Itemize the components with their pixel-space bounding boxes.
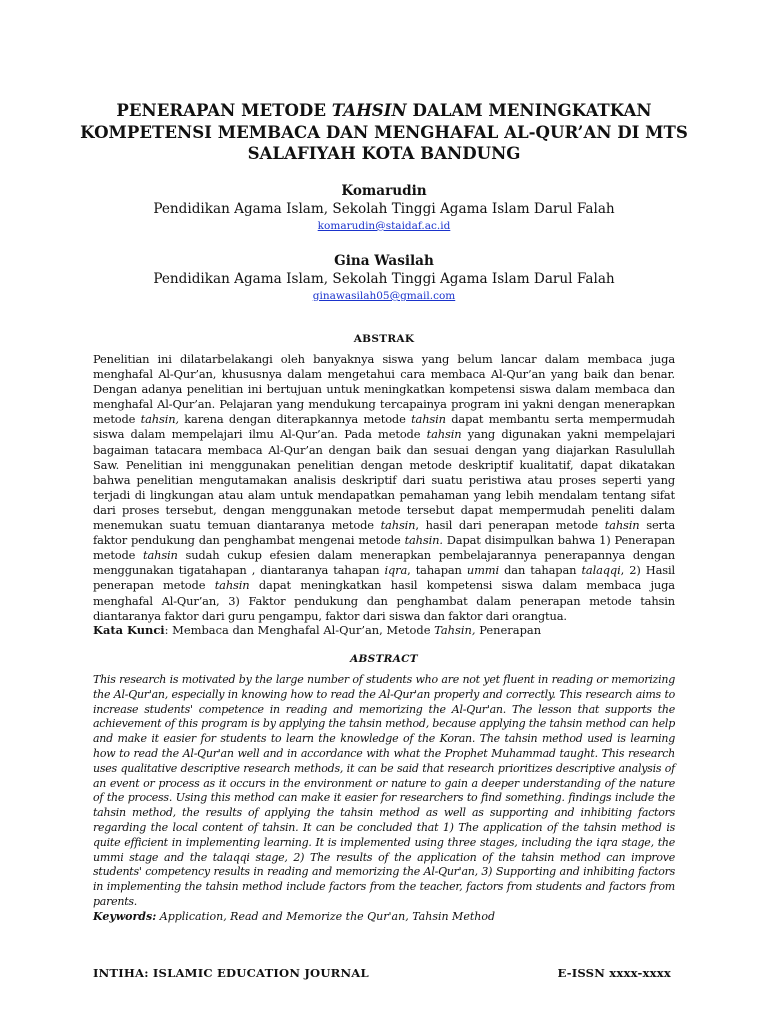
paper-title bbox=[80, 100, 688, 165]
author-block-2 bbox=[60, 253, 708, 303]
title-text-2: DALAM MENINGKATKAN KOMPETENSI MEMBACA DAN MENGHAFAL AL-QUR’AN DI MTS SALAFIYAH KOTA BANDUNG bbox=[80, 100, 688, 163]
abstrak-heading: ABSTRAK bbox=[353, 333, 415, 345]
abstrak-body: Penelitian ini dilatarbelakangi oleh banyaknya siswa yang belum lancar dalam membaca juga menghafal Al-Qur’an, khususnya dalam mengetahui cara membaca Al-Qur’an yang baik dan benar. Dengan adanya penelitian ini bertujuan untuk meningkatkan kompetensi siswa dalam membaca dan menghafal Al-Qur’an. Pelajaran yang mendukung tercapainya program ini yakni dengan menerapkan metode tahsin, karena dengan diterapkannya metode tahsin dapat membantu serta mempermudah siswa dalam mempelajari ilmu Al-Qur’an. Pada metode tahsin yang digunakan yakni mempelajari bagaiman tatacara membaca Al-Qur’an dengan baik dan sesuai dengan yang diajarkan Rasulullah Saw. Penelitian ini menggunakan penelitian dengan metode deskriptif kualitatif, dapat dikatakan bahwa penelitian mengutamakan analisis deskriptif dari suatu peristiwa atau proses seperti yang terjadi di lingkungan atau alam untuk mendapatkan pemahaman yang lebih mendalam tentang sifat dari proses tersebut, dengan menggunakan metode tersebut dapat mempermudah peneliti dalam menemukan suatu temuan diantaranya metode tahsin, hasil dari penerapan metode tahsin serta faktor pendukung dan penghambat mengenai metode tahsin. Dapat disimpulkan bahwa 1) Penerapan metode tahsin sudah cukup efesien dalam menerapkan pembelajarannya penerapannya dengan menggunakan tigatahapan , diantaranya tahapan iqra, tahapan ummi dan tahapan talaqqi, 2) Hasil penerapan metode tahsin dapat meningkatkan hasil kompetensi siswa dalam membaca juga menghafal Al-Qur’an, 3) Faktor pendukung dan penghambat dalam penerapan metode tahsin diantaranya faktor dari guru pengampu, faktor dari siswa dan faktor dari orangtua. bbox=[93, 352, 676, 623]
footer-journal-name: INTIHA: ISLAMIC EDUCATION JOURNAL bbox=[93, 966, 369, 980]
author-email-link[interactable]: komarudin@staidaf.ac.id bbox=[317, 220, 451, 232]
abstract-heading: ABSTRACT bbox=[350, 653, 418, 665]
keywords: Keywords: Application, Read and Memorize the Qur'an, Tahsin Method bbox=[93, 910, 495, 923]
kata-kunci: Kata Kunci: Membaca dan Menghafal Al-Qur’an, Metode Tahsin, Penerapan bbox=[93, 623, 542, 637]
author-block-1 bbox=[60, 183, 708, 233]
title-italic: TAHSIN bbox=[331, 100, 407, 120]
footer-issn: E-ISSN xxxx-xxxx bbox=[557, 966, 671, 980]
author-affiliation: Pendidikan Agama Islam, Sekolah Tinggi Agama Islam Darul Falah bbox=[153, 271, 615, 287]
author-name: Komarudin bbox=[341, 183, 427, 199]
title-text-1: PENERAPAN METODE bbox=[116, 100, 332, 120]
author-name: Gina Wasilah bbox=[334, 253, 434, 269]
author-email-link[interactable]: ginawasilah05@gmail.com bbox=[312, 290, 456, 302]
author-affiliation: Pendidikan Agama Islam, Sekolah Tinggi Agama Islam Darul Falah bbox=[153, 201, 615, 217]
abstract-body: This research is motivated by the large number of students who are not yet fluent in reading or memorizing the Al-Qur'an, especially in knowing how to read the Al-Qur'an properly and correctly. This research aims to increase students' competence in reading and memorizing the Al-Qur'an. The lesson that supports the achievement of this program is by applying the tahsin method, because applying the tahsin method can help and make it easier for students to learn the knowledge of the Koran. The tahsin method used is learning how to read the Al-Qur'an well and in accordance with what the Prophet Muhammad taught. This research uses qualitative descriptive research methods, it can be said that research prioritizes descriptive analysis of an event or process as it occurs in the environment or nature to gain a deeper understanding of the nature of the process. Using this method can make it easier for researchers to find something. findings include the tahsin method, the results of applying the tahsin method as well as supporting and inhibiting factors regarding the local content of tahsin. It can be concluded that 1) The application of the tahsin method is quite efficient in implementing learning. It is implemented using three stages, including the iqra stage, the ummi stage and the talaqqi stage, 2) The results of the application of the tahsin method can improve students' competency results in reading and memorizing the Al-Qur'an, 3) Supporting and inhibiting factors in implementing the tahsin method include factors from the teacher, factors from students and factors from parents. bbox=[93, 673, 675, 908]
